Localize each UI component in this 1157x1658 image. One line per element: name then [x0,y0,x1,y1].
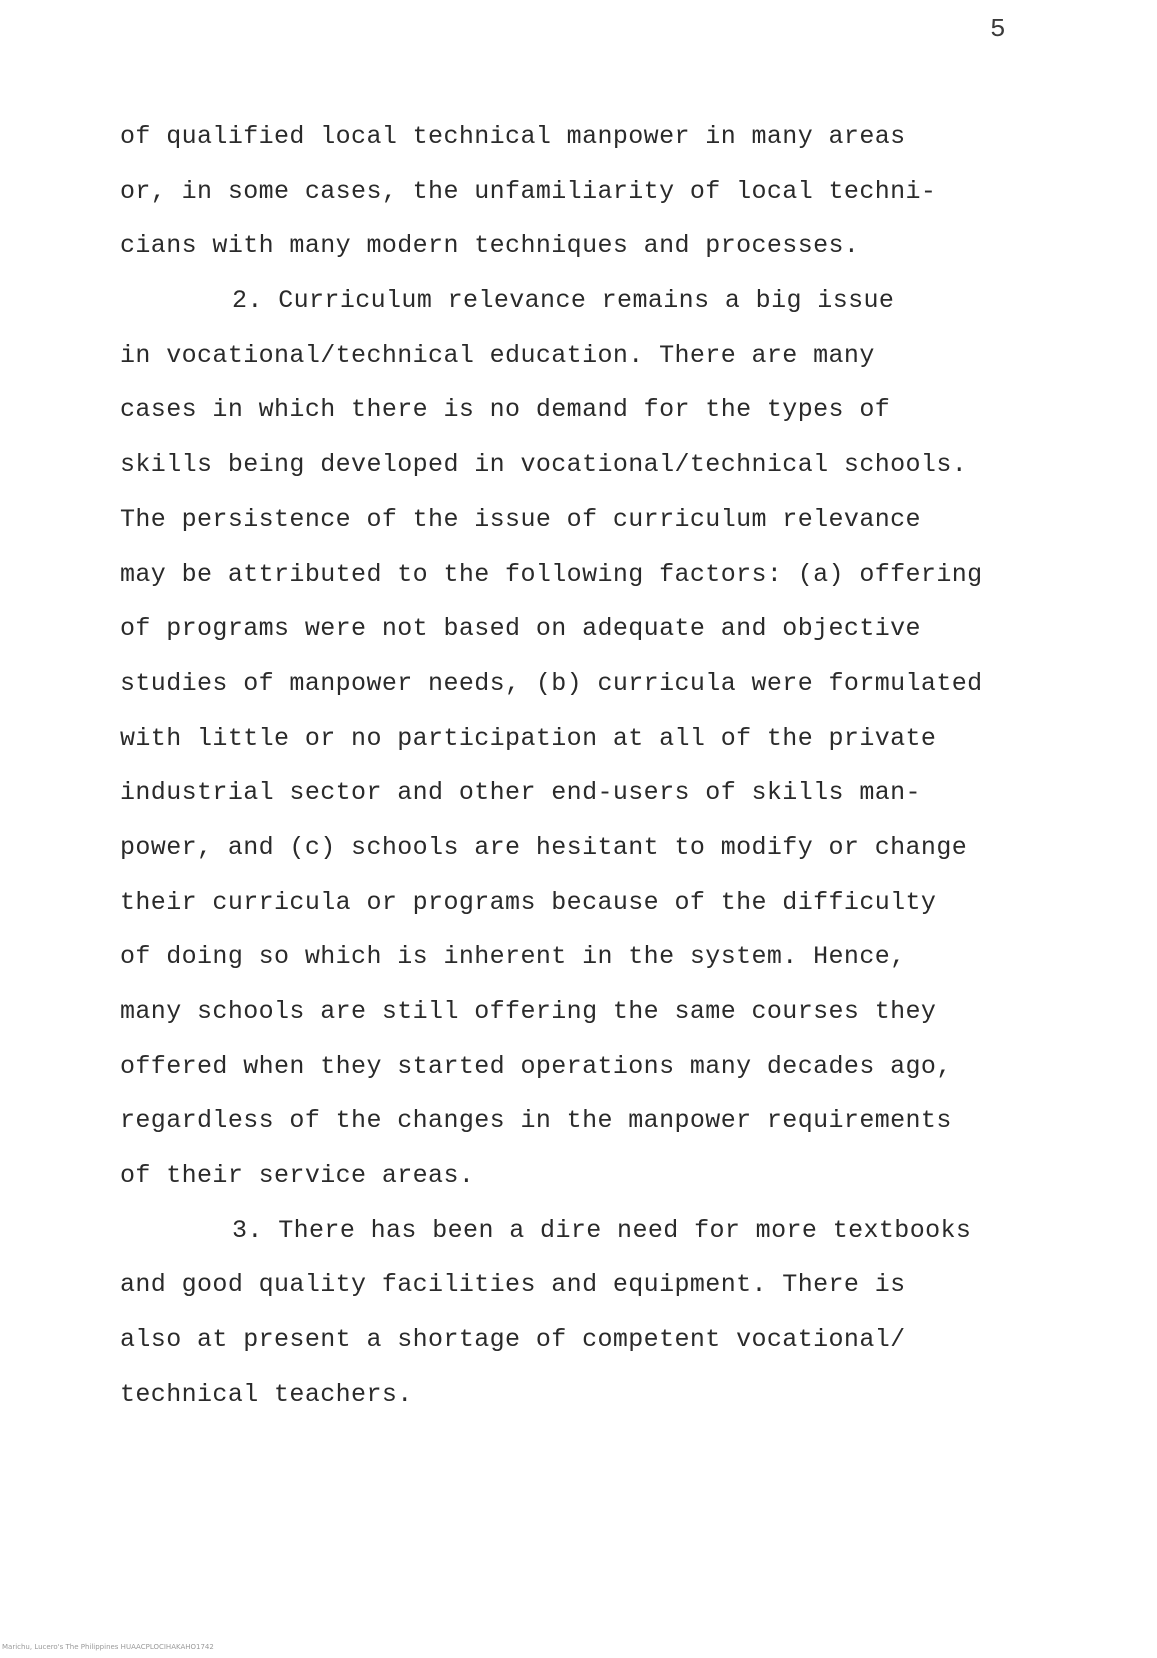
text-line: of qualified local technical manpower in many areas [120,122,906,151]
text-line: skills being developed in vocational/technical schools. [120,450,968,480]
text-line: of their service areas. [120,1161,475,1191]
text-line: with little or no participation at all of the private [120,723,937,753]
text-line: cians with many modern techniques and processes. [120,231,860,261]
text-line: The persistence of the issue of curriculum relevance [120,504,921,534]
text-line: also at present a shortage of competent vocational/ [120,1325,906,1355]
text-line: power, and (c) schools are hesitant to modify or change [120,832,968,862]
text-line: regardless of the changes in the manpower requirements [120,1106,952,1136]
text-line: may be attributed to the following factors: (a) offering [120,559,983,589]
footer-note: Marichu, Lucero's The Philippines HUAACPLOCIHAKAHO1742 [2,1643,214,1651]
paragraph-3-start: 3. There has been a dire need for more textbooks [232,1215,972,1245]
text-line: technical teachers. [120,1379,413,1409]
text-line: offered when they started operations many decades ago, [120,1051,952,1081]
text-line: in vocational/technical education. There are many [120,340,875,370]
text-line: or, in some cases, the unfamiliarity of local techni- [120,176,937,206]
text-line: and good quality facilities and equipment. There is [120,1270,906,1300]
paragraph-2-start: 2. Curriculum relevance remains a big issue [232,286,895,316]
text-line: cases in which there is no demand for the types of [120,395,891,425]
page-number: 5 [990,14,1006,44]
text-line: many schools are still offering the same courses they [120,997,937,1026]
text-line: their curricula or programs because of the difficulty [120,887,937,917]
text-line: industrial sector and other end-users of skills man- [120,778,921,808]
text-line: studies of manpower needs, (b) curricula were formulated [120,668,983,698]
text-line: of programs were not based on adequate and objective [120,614,921,644]
text-line: of doing so which is inherent in the system. Hence, [120,942,906,972]
body-text [120,110,1080,1423]
